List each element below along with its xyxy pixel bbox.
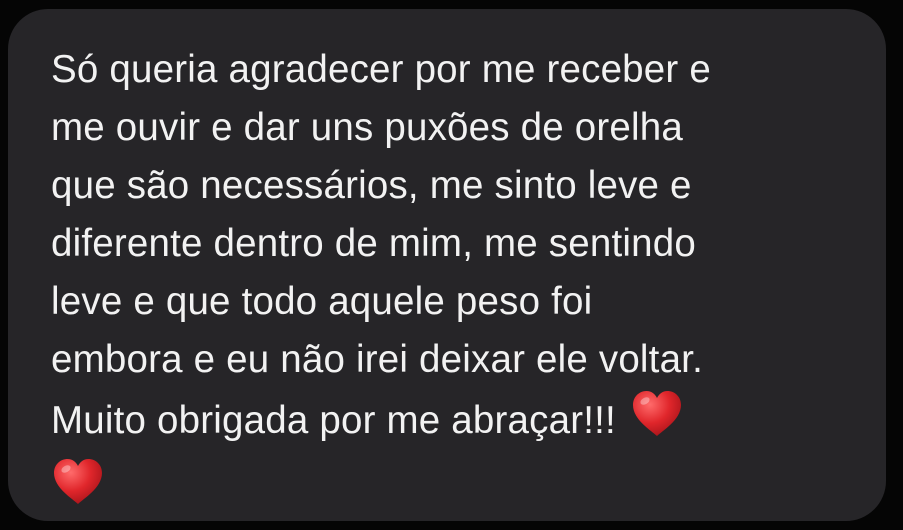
message-line: embora e eu não irei deixar ele voltar.: [51, 338, 703, 381]
message-line-text: Muito obrigada por me abraçar!!!: [51, 399, 616, 442]
message-line: que são necessários, me sinto leve e: [51, 164, 692, 207]
message-line-last: [51, 389, 856, 450]
message-line: leve e que todo aquele peso foi: [51, 280, 593, 323]
message-line: me ouvir e dar uns puxões de orelha: [51, 106, 683, 149]
message-bubble[interactable]: [8, 9, 886, 521]
red-heart-icon: [630, 389, 684, 439]
message-line: Só queria agradecer por me receber e: [51, 48, 711, 91]
message-line-emoji: [51, 450, 856, 508]
message-text: [51, 41, 856, 508]
message-line: diferente dentro de mim, me sentindo: [51, 222, 696, 265]
red-heart-icon: [51, 457, 105, 507]
